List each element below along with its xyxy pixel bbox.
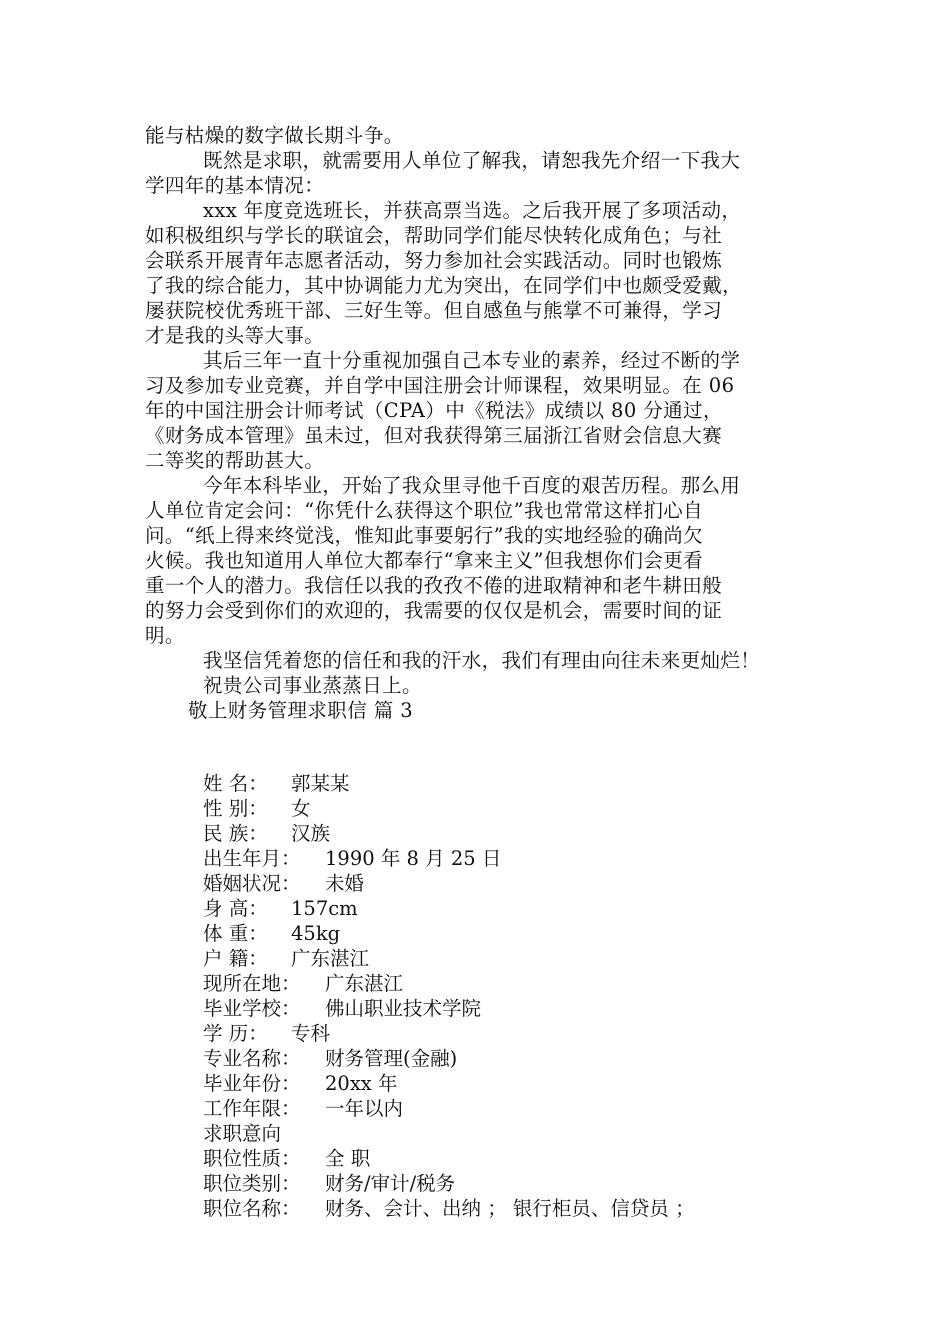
profile-row <box>203 921 340 946</box>
profile-row <box>203 796 311 821</box>
profile-label: 现所在地： <box>203 972 301 995</box>
profile-value: 郭某某 <box>291 772 350 795</box>
profile-value: 专科 <box>291 1022 331 1045</box>
text-line: 才是我的头等大事。 <box>145 324 325 347</box>
text-line: 会联系开展青年志愿者活动，努力参加社会实践活动。同时也锻炼 <box>145 249 723 272</box>
profile-row <box>203 871 364 896</box>
profile-value: 女 <box>291 797 311 820</box>
profile-row <box>203 1046 457 1071</box>
profile-value: 汉族 <box>291 822 331 845</box>
profile-row <box>203 1096 403 1121</box>
text-line: 《财务成本管理》虽未过，但对我获得第三届浙江省财会信息大赛 <box>145 424 723 447</box>
text-line: 习及参加专业竞赛，并自学中国注册会计师课程，效果明显。在 06 <box>145 374 735 397</box>
profile-label: 职位类别： <box>203 1172 301 1195</box>
profile-value: 全 职 <box>325 1147 371 1170</box>
profile-label: 出生年月： <box>203 847 301 870</box>
text-line: 学四年的基本情况： <box>145 174 325 197</box>
profile-row <box>203 1071 398 1096</box>
profile-row <box>203 1121 325 1146</box>
text-line: 屡获院校优秀班干部、三好生等。但自感鱼与熊掌不可兼得，学习 <box>145 299 723 322</box>
text-line: 明。 <box>145 624 185 647</box>
profile-value: 财务管理(金融) <box>325 1047 458 1070</box>
profile-value: 佛山职业技术学院 <box>325 997 482 1020</box>
profile-value: 157cm <box>291 897 358 920</box>
text-line: 今年本科毕业，开始了我众里寻他千百度的艰苦历程。那么用 <box>203 474 741 497</box>
text-line: 我坚信凭着您的信任和我的汗水，我们有理由向往未来更灿烂！ <box>203 649 761 672</box>
profile-value: 广东湛江 <box>325 972 404 995</box>
text-line: 问。“纸上得来终觉浅，惟知此事要躬行”我的实地经验的确尚欠 <box>145 524 704 547</box>
profile-label: 毕业年份： <box>203 1072 301 1095</box>
profile-row <box>203 1171 455 1196</box>
profile-label: 工作年限： <box>203 1097 301 1120</box>
profile-label: 职位性质： <box>203 1147 301 1170</box>
profile-label: 婚姻状况： <box>203 872 301 895</box>
profile-label: 专业名称： <box>203 1047 301 1070</box>
profile-value: 财务、会计、出纳 ； 银行柜员、信贷员 ； <box>325 1197 695 1220</box>
profile-value: 一年以内 <box>325 1097 404 1120</box>
profile-value: 1990 年 8 月 25 日 <box>325 847 502 870</box>
profile-row <box>203 1146 370 1171</box>
profile-row <box>203 996 481 1021</box>
profile-label: 民 族： <box>203 822 268 845</box>
profile-row <box>203 1021 330 1046</box>
profile-row <box>203 896 358 921</box>
profile-label: 学 历： <box>203 1022 268 1045</box>
profile-row <box>203 971 403 996</box>
profile-row <box>203 946 369 971</box>
text-line: 能与枯燥的数字做长期斗争。 <box>145 124 404 147</box>
profile-label: 身 高： <box>203 897 268 920</box>
text-line: 既然是求职，就需要用人单位了解我，请恕我先介绍一下我大 <box>203 149 741 172</box>
text-line: 火候。我也知道用人单位大都奉行“拿来主义”但我想你们会更看 <box>145 549 704 572</box>
profile-label: 姓 名： <box>203 772 268 795</box>
profile-label: 体 重： <box>203 922 268 945</box>
text-line: 二等奖的帮助甚大。 <box>145 449 325 472</box>
profile-row <box>203 1196 695 1221</box>
section-title: 敬上财务管理求职信 篇 3 <box>188 699 414 722</box>
profile-value: 广东湛江 <box>291 947 370 970</box>
text-line: 年的中国注册会计师考试（CPA）中《税法》成绩以 80 分通过， <box>145 399 723 422</box>
profile-row <box>203 821 330 846</box>
profile-value: 未婚 <box>325 872 365 895</box>
text-line: 人单位肯定会问：“你凭什么获得这个职位”我也常常这样扪心自 <box>145 499 704 522</box>
profile-label: 毕业学校： <box>203 997 301 1020</box>
text-line: 如积极组织与学长的联谊会，帮助同学们能尽快转化成角色；与社 <box>145 224 723 247</box>
text-line: 的努力会受到你们的欢迎的，我需要的仅仅是机会，需要时间的证 <box>145 599 723 622</box>
profile-label: 户 籍： <box>203 947 268 970</box>
profile-row <box>203 771 350 796</box>
profile-row <box>203 846 501 871</box>
text-line: xxx 年度竞选班长，并获高票当选。之后我开展了多项活动， <box>203 199 742 222</box>
text-line: 重一个人的潜力。我信任以我的孜孜不倦的进取精神和老牛耕田般 <box>145 574 723 597</box>
profile-value: 45kg <box>291 922 341 945</box>
profile-value: 20xx 年 <box>325 1072 398 1095</box>
profile-label: 性 别： <box>203 797 268 820</box>
profile-value: 财务/审计/税务 <box>325 1172 456 1195</box>
profile-label: 职位名称： <box>203 1197 301 1220</box>
text-line: 其后三年一直十分重视加强自己本专业的素养，经过不断的学 <box>203 349 741 372</box>
text-line: 了我的综合能力，其中协调能力尤为突出，在同学们中也颇受爱戴， <box>145 274 743 297</box>
text-line: 祝贵公司事业蒸蒸日上。 <box>203 674 422 697</box>
profile-label: 求职意向 <box>203 1122 282 1145</box>
